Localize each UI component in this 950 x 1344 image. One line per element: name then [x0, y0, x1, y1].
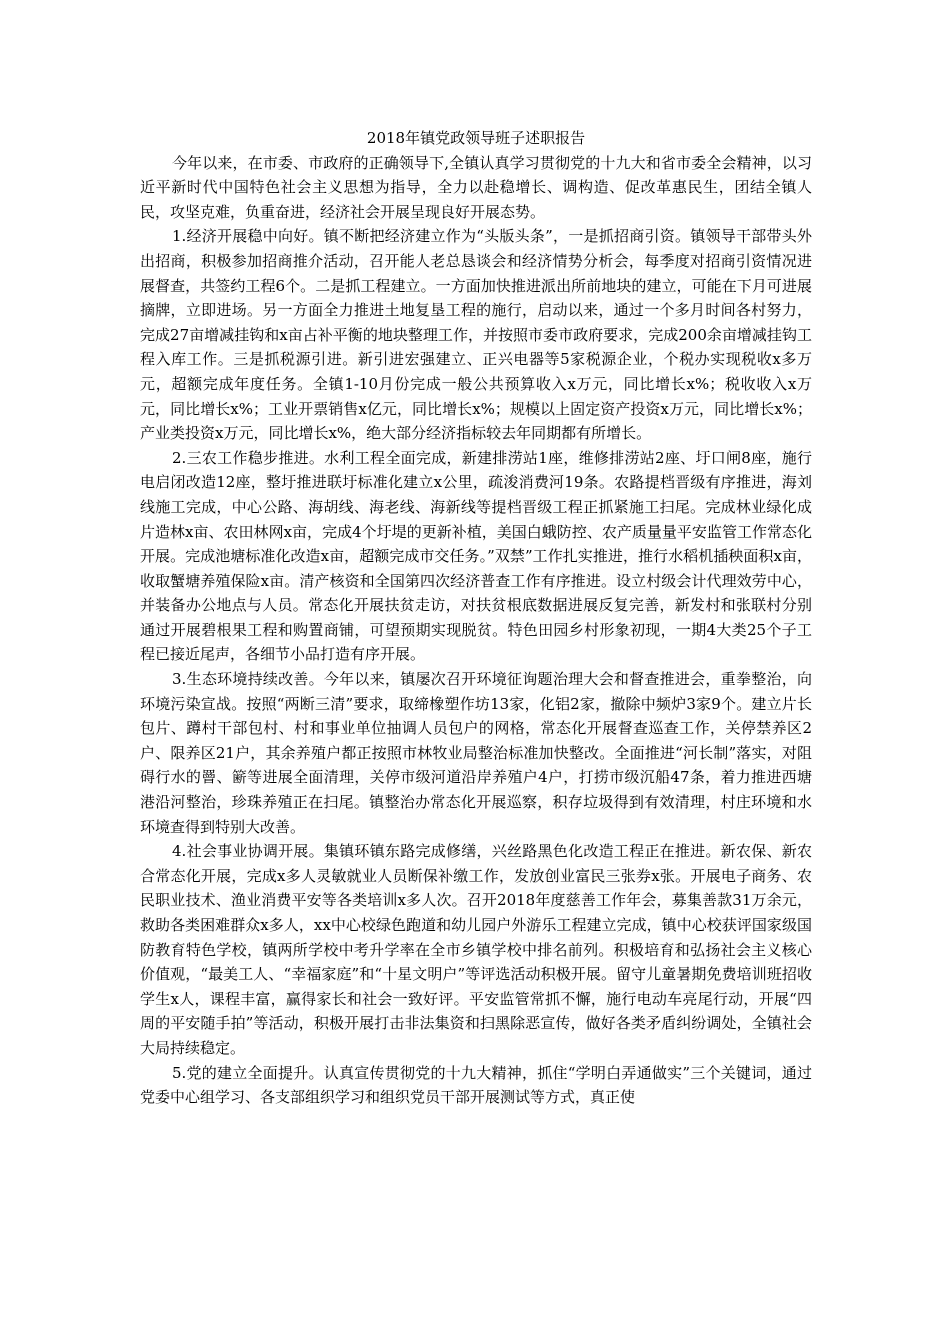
paragraph-intro: 今年以来，在市委、市政府的正确领导下,全镇认真学习贯彻党的十九大和省市委全会精神，以习近平新时代中国特色社会主义思想为指导，全力以赴稳增长、调构造、促改革惠民生，团结全镇人民，攻坚克难，负重奋进，经济社会开展呈现良好开展态势。 — [140, 153, 812, 221]
paragraph-economy: 1.经济开展稳中向好。镇不断把经济建立作为“头版头条”，一是抓招商引资。镇领导干部带头外出招商，积极参加招商推介活动，召开能人老总恳谈会和经济情势分析会，每季度对招商引资情况进展督查，共签约工程6个。二是抓工程建立。一方面加快推进派出所前地块的建立，可能在下月可进展摘牌，立即进场。另一方面全力推进土地复垦工程的施行，启动以来，通过一个多月时间各村努力，完成27亩增减挂钩和x亩占补平衡的地块整理工作，并按照市委市政府要求，完成200余亩增减挂钩工程入库工作。三是抓税源引进。新引进宏强建立、正兴电器等5家税源企业，个税办实现税收x多万元，超额完成年度任务。全镇1-10月份完成一般公共预算收入x万元，同比增长x%；税收收入x万元，同比增长x%；工业开票销售x亿元，同比增长x%；规模以上固定资产投资x万元，同比增长x%；产业类投资x万元，同比增长x%，绝大部分经济指标较去年同期都有所增长。 — [140, 227, 812, 443]
paragraph-social-affairs: 4.社会事业协调开展。集镇环镇东路完成修缮，兴丝路黑色化改造工程正在推进。新农保、新农合常态化开展，完成x多人灵敏就业人员断保补缴工作，发放创业富民三张券x张。开展电子商务、农民职业技术、渔业消费平安等各类培训x多人次。召开2018年度慈善工作年会，募集善款31万余元，救助各类困难群众x多人，xx中心校绿色跑道和幼儿园户外游乐工程建立完成，镇中心校获评国家级国防教育特色学校，镇两所学校中考升学率在全市乡镇学校中排名前列。积极培育和弘扬社会主义核心价值观，“最美工人、“幸福家庭”和“十星文明户”等评选活动积极开展。留守儿童暑期免费培训班招收学生x人，课程丰富，赢得家长和社会一致好评。平安监管常抓不懈，施行电动车亮尾行动，开展“四周的平安随手拍”等活动，积极开展打击非法集资和扫黑除恶宣传，做好各类矛盾纠纷调处，全镇社会大局持续稳定。 — [140, 842, 812, 1057]
paragraph-agriculture: 2.三农工作稳步推进。水利工程全面完成，新建排涝站1座，维修排涝站2座、圩口闸8座，施行电启闭改造12座，整圩推进联圩标准化建立x公里，疏浚消费河19条。农路提档晋级有序推进，海刘线施工完成，中心公路、海胡线、海老线、海新线等提档晋级工程正抓紧施工扫尾。完成林业绿化成片造林x亩、农田林网x亩，完成4个圩堤的更新补植，美国白蛾防控、农产质量量平安监管工作常态化开展。完成池塘标准化改造x亩，超额完成市交任务。”双禁”工作扎实推进，推行水稻机插秧面积x亩，收取蟹塘养殖保险x亩。清产核资和全国第四次经济普查工作有序推进。设立村级会计代理效劳中心，并装备办公地点与人员。常态化开展扶贫走访，对扶贫根底数据进展反复完善，新发村和张联村分别通过开展碧根果工程和购置商铺，可望预期实现脱贫。特色田园乡村形象初现，一期4大类25个子工程已接近尾声，各细节小品打造有序开展。 — [140, 448, 812, 664]
paragraph-party-building: 5.党的建立全面提升。认真宣传贯彻党的十九大精神，抓住“学明白弄通做实”三个关键词，通过党委中心组学习、各支部组织学习和组织党员干部开展测试等方式，真正使 — [140, 1063, 812, 1107]
document-title: 2018年镇党政领导班子述职报告 — [366, 129, 586, 147]
document-body — [140, 126, 812, 1110]
paragraph-environment: 3.生态环境持续改善。今年以来，镇屡次召开环境征询题治理大会和督查推进会，重拳整治，向环境污染宣战。按照“两断三清”要求，取缔橡塑作坊13家，化铝2家，撤除中频炉3家9个。建立片长包片、蹲村干部包村、村和事业单位抽调人员包户的网格，常态化开展督查巡查工作，关停禁养区2户、限养区21户，其余养殖户都正按照市林牧业局整治标准加快整改。全面推进“河长制”落实，对阻碍行水的罾、簖等进展全面清理，关停市级河道沿岸养殖户4户，打捞市级沉船47条，着力推进西塘港沿河整治，珍珠养殖正在扫尾。镇整治办常态化开展巡察，积存垃圾得到有效清理，村庄环境和水环境查得到特别大改善。 — [140, 670, 812, 836]
